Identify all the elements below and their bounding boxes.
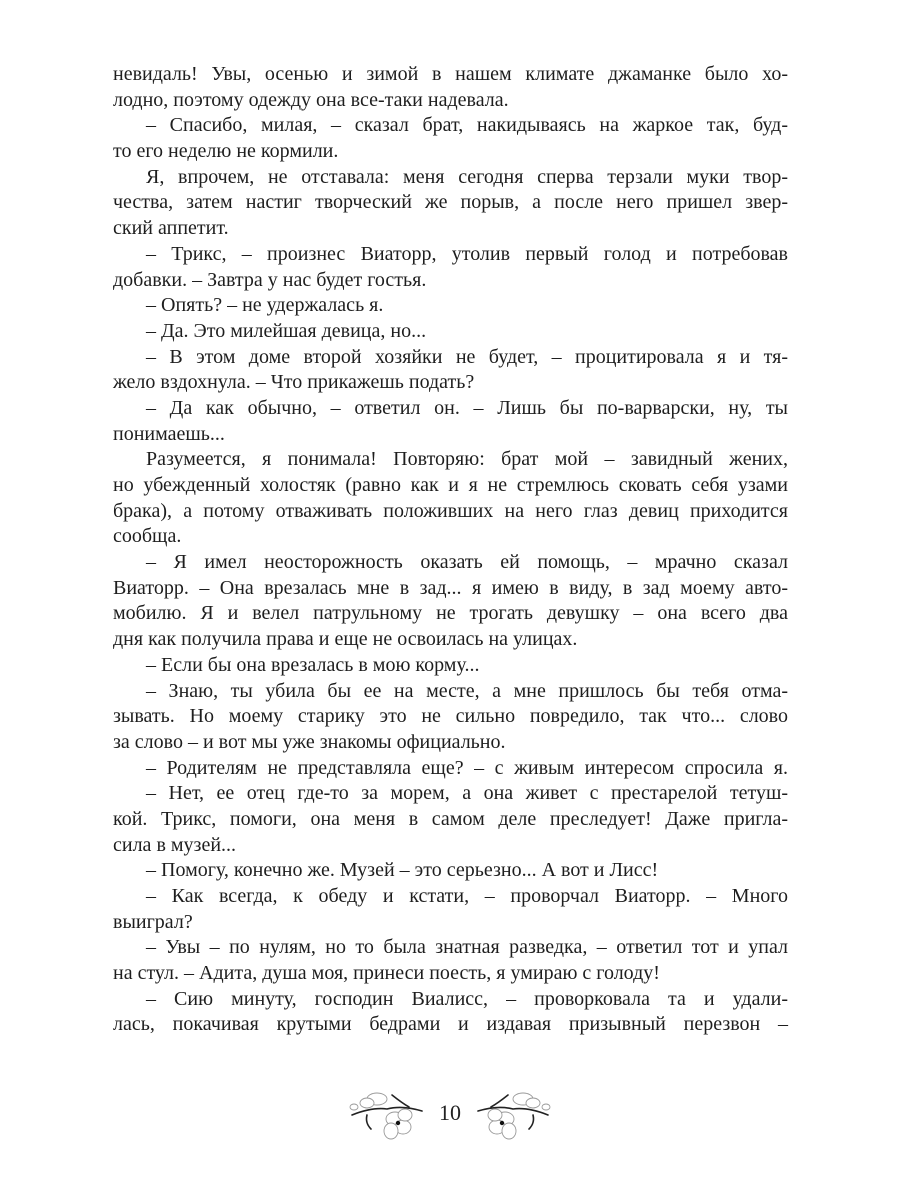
- text-line: невидаль! Увы, осенью и зимой в нашем климате джаманке было хо-: [113, 63, 788, 85]
- text-line: – Трикс, – произнес Виаторр, утолив первый голод и потребовав: [146, 242, 788, 265]
- text-line: – Опять? – не удержалась я.: [146, 294, 384, 317]
- text-line: – Я имел неосторожность оказать ей помощь, – мрачно сказал: [146, 551, 788, 574]
- text-line: – В этом доме второй хозяйки не будет, – процитировала я и тя-: [146, 345, 788, 368]
- page-number: 10: [439, 1100, 461, 1125]
- text-line: – Нет, ее отец где-то за морем, а она живет с престарелой тетуш-: [146, 782, 788, 805]
- text-line: зывать. Но моему старику это не сильно повредило, так что... слово: [113, 705, 788, 728]
- text-line: сообща.: [113, 525, 182, 548]
- book-page-text: [113, 62, 788, 1038]
- text-line: лась, покачивая крутыми бедрами и издавая призывный перезвон –: [113, 1013, 788, 1036]
- text-line: добавки. – Завтра у нас будет гостья.: [113, 268, 427, 291]
- text-line: жело вздохнула. – Что прикажешь подать?: [113, 371, 475, 394]
- text-line: но убежденный холостяк (равно как и я не стремлюсь сковать себя узами: [113, 474, 788, 496]
- text-line: то его неделю не кормили.: [113, 140, 339, 163]
- magnolia-ornament-right-icon: [473, 1085, 553, 1141]
- text-line: – Да как обычно, – ответил он. – Лишь бы по-варварски, ну, ты: [146, 396, 788, 419]
- text-line: на стул. – Адита, душа моя, принеси поесть, я умираю с голоду!: [113, 962, 660, 985]
- text-line: ский аппетит.: [113, 217, 229, 240]
- text-line: – Если бы она врезалась в мою корму...: [146, 653, 480, 676]
- text-line: сила в музей...: [113, 833, 237, 856]
- text-line: – Как всегда, к обеду и кстати, – проворчал Виаторр. – Много: [146, 885, 788, 907]
- text-line: – Помогу, конечно же. Музей – это серьезно... А вот и Лисс!: [146, 859, 659, 882]
- text-line: дня как получила права и еще не освоилась на улицах.: [113, 628, 578, 651]
- text-line: Разумеется, я понимала! Повторяю: брат мой – завидный жених,: [146, 448, 788, 471]
- text-line: брака), а потому отваживать положивших на него глаз девиц приходится: [113, 499, 788, 522]
- text-line: чества, затем настиг творческий же порыв, а после него пришел звер-: [113, 191, 788, 214]
- text-line: – Знаю, ты убила бы ее на месте, а мне пришлось бы тебя отма-: [146, 679, 788, 702]
- text-line: – Да. Это милейшая девица, но...: [146, 319, 427, 342]
- text-line: за слово – и вот мы уже знакомы официально.: [113, 730, 506, 753]
- page-footer: [330, 1078, 570, 1148]
- text-line: лодно, поэтому одежду она все-таки надевала.: [113, 88, 509, 111]
- text-line: – Спасибо, милая, – сказал брат, накидываясь на жаркое так, буд-: [146, 114, 788, 137]
- text-line: Я, впрочем, не отставала: меня сегодня сперва терзали муки твор-: [146, 165, 788, 188]
- text-line: понимаешь...: [113, 422, 225, 445]
- text-line: выиграл?: [113, 910, 193, 933]
- text-line: – Увы – по нулям, но то была знатная разведка, – ответил тот и упал: [146, 936, 788, 959]
- magnolia-ornament-left-icon: [347, 1085, 427, 1141]
- text-line: мобилю. Я и велел патрульному не трогать девушку – она всего два: [113, 602, 788, 625]
- text-line: кой. Трикс, помоги, она меня в самом деле преследует! Даже пригла-: [113, 807, 788, 830]
- text-line: Виаторр. – Она врезалась мне в зад... я имею в виду, в зад моему авто-: [113, 576, 788, 599]
- text-line: – Родителям не представляла еще? – с живым интересом спросила я.: [146, 756, 788, 779]
- text-line: – Сию минуту, господин Виалисс, – проворковала та и удали-: [146, 987, 788, 1010]
